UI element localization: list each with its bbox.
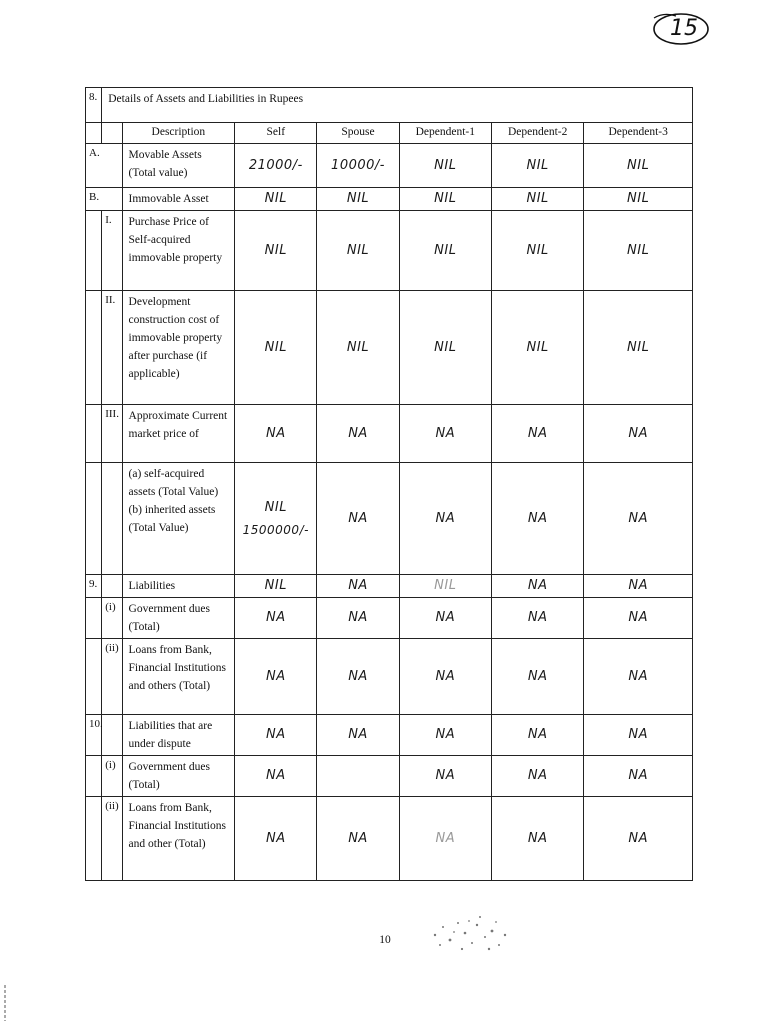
value-dependent-2: NA (491, 575, 583, 598)
table-row-purchase-price (86, 211, 693, 291)
value-self: NA (235, 715, 317, 756)
value-spouse: NIL (317, 211, 399, 291)
value-dependent-2: NIL (491, 188, 583, 211)
header-self: Self (235, 123, 317, 144)
value-dependent-2: NIL (491, 211, 583, 291)
value-dependent-2: NA (491, 715, 583, 756)
value-spouse: NA (317, 598, 399, 639)
assets-table (85, 87, 693, 881)
value-dependent-1: NIL (399, 575, 491, 598)
header-spouse: Spouse (317, 123, 399, 144)
table-row-disputed-bank-loans (86, 797, 693, 881)
header-description: Description (122, 123, 235, 144)
value-dependent-3: NIL (584, 188, 693, 211)
value-self: NA (235, 756, 317, 797)
value-dependent-3: NIL (584, 291, 693, 405)
value-dependent-1: NA (399, 797, 491, 881)
header-dependent-2: Dependent-2 (491, 123, 583, 144)
value-dependent-3: NIL (584, 144, 693, 188)
row-code: B. (86, 188, 123, 211)
table-row-disputed-liabilities (86, 715, 693, 756)
row-code: II. (102, 291, 122, 405)
row-label: Government dues (Total) (122, 756, 235, 797)
value-self: NIL (235, 575, 317, 598)
value-self-inherited: 1500000/- (242, 522, 309, 537)
value-spouse: 10000/- (317, 144, 399, 188)
row-label: Government dues (Total) (122, 598, 235, 639)
scan-edge-mark (2, 985, 8, 1021)
ink-stamp-smudge (425, 905, 520, 955)
value-dependent-1: NA (399, 598, 491, 639)
value-dependent-3: NA (584, 463, 693, 575)
value-spouse: NA (317, 639, 399, 715)
row-code: (i) (102, 598, 122, 639)
value-spouse: NA (317, 463, 399, 575)
header-dependent-3: Dependent-3 (584, 123, 693, 144)
value-dependent-1: NIL (399, 291, 491, 405)
value-dependent-1: NIL (399, 211, 491, 291)
value-dependent-1: NIL (399, 188, 491, 211)
value-self: NIL (264, 499, 287, 515)
value-dependent-3: NA (584, 639, 693, 715)
section-header-row (86, 88, 693, 123)
row-label: Development construction cost of immovable property after purchase (if applicable) (122, 291, 235, 405)
section-number: 8. (86, 88, 102, 123)
value-dependent-3: NIL (584, 211, 693, 291)
row-code: (i) (102, 756, 122, 797)
value-self-cell (235, 463, 317, 575)
row-code: III. (102, 405, 122, 463)
value-dependent-2: NA (491, 405, 583, 463)
table-row-government-dues (86, 598, 693, 639)
value-spouse: NIL (317, 291, 399, 405)
value-dependent-2: NA (491, 639, 583, 715)
value-dependent-3: NA (584, 598, 693, 639)
value-self: 21000/- (235, 144, 317, 188)
page-mark (650, 10, 712, 48)
row-label: Liabilities (122, 575, 235, 598)
table-row-bank-loans (86, 639, 693, 715)
value-self: NIL (235, 211, 317, 291)
value-self: NIL (235, 291, 317, 405)
label-self-acquired: (a) self-acquired assets (Total Value) (128, 468, 219, 498)
row-label: Movable Assets (Total value) (122, 144, 235, 188)
value-dependent-1: NA (399, 715, 491, 756)
value-dependent-3: NA (584, 575, 693, 598)
value-dependent-2: NA (491, 797, 583, 881)
value-dependent-1: NA (399, 639, 491, 715)
value-dependent-3: NA (584, 756, 693, 797)
page-mark-text: 15 (670, 16, 698, 41)
value-dependent-3: NA (584, 797, 693, 881)
value-dependent-2: NA (491, 463, 583, 575)
row-label: Approximate Current market price of (122, 405, 235, 463)
table-row-market-price (86, 405, 693, 463)
section-title: Details of Assets and Liabilities in Rupees (102, 88, 693, 123)
label-inherited: (b) inherited assets (Total Value) (128, 504, 216, 534)
row-code: (ii) (102, 639, 122, 715)
value-self: NA (235, 405, 317, 463)
value-self: NA (235, 797, 317, 881)
value-dependent-1: NA (399, 405, 491, 463)
row-code: 10. (86, 715, 102, 756)
value-dependent-1: NIL (399, 144, 491, 188)
value-dependent-2: NIL (491, 291, 583, 405)
value-spouse: NA (317, 405, 399, 463)
value-spouse: NA (317, 715, 399, 756)
value-spouse: NIL (317, 188, 399, 211)
value-spouse (317, 756, 399, 797)
row-code: A. (86, 144, 123, 188)
value-spouse: NA (317, 797, 399, 881)
row-code: (ii) (102, 797, 122, 881)
value-self: NIL (235, 188, 317, 211)
value-dependent-2: NIL (491, 144, 583, 188)
row-label: Loans from Bank, Financial Institutions and other (Total) (122, 797, 235, 881)
value-dependent-1: NA (399, 463, 491, 575)
value-dependent-2: NA (491, 756, 583, 797)
value-dependent-1: NA (399, 756, 491, 797)
row-label: Liabilities that are under dispute (122, 715, 235, 756)
value-dependent-3: NA (584, 405, 693, 463)
row-code: I. (102, 211, 122, 291)
value-self: NA (235, 639, 317, 715)
row-code: 9. (86, 575, 102, 598)
value-dependent-3: NA (584, 715, 693, 756)
row-label: Loans from Bank, Financial Institutions and others (Total) (122, 639, 235, 715)
row-label: Purchase Price of Self-acquired immovable property (122, 211, 235, 291)
page-number: 10 (379, 934, 391, 946)
header-dependent-1: Dependent-1 (399, 123, 491, 144)
value-spouse: NA (317, 575, 399, 598)
table-row-liabilities (86, 575, 693, 598)
value-self: NA (235, 598, 317, 639)
table-row-self-inherited-assets (86, 463, 693, 575)
column-header-row (86, 123, 693, 144)
row-label-self-inherited (122, 463, 235, 575)
table-row-disputed-government-dues (86, 756, 693, 797)
table-row-development-cost (86, 291, 693, 405)
table-row-movable-assets (86, 144, 693, 188)
row-label: Immovable Asset (122, 188, 235, 211)
value-dependent-2: NA (491, 598, 583, 639)
table-row-immovable-asset (86, 188, 693, 211)
